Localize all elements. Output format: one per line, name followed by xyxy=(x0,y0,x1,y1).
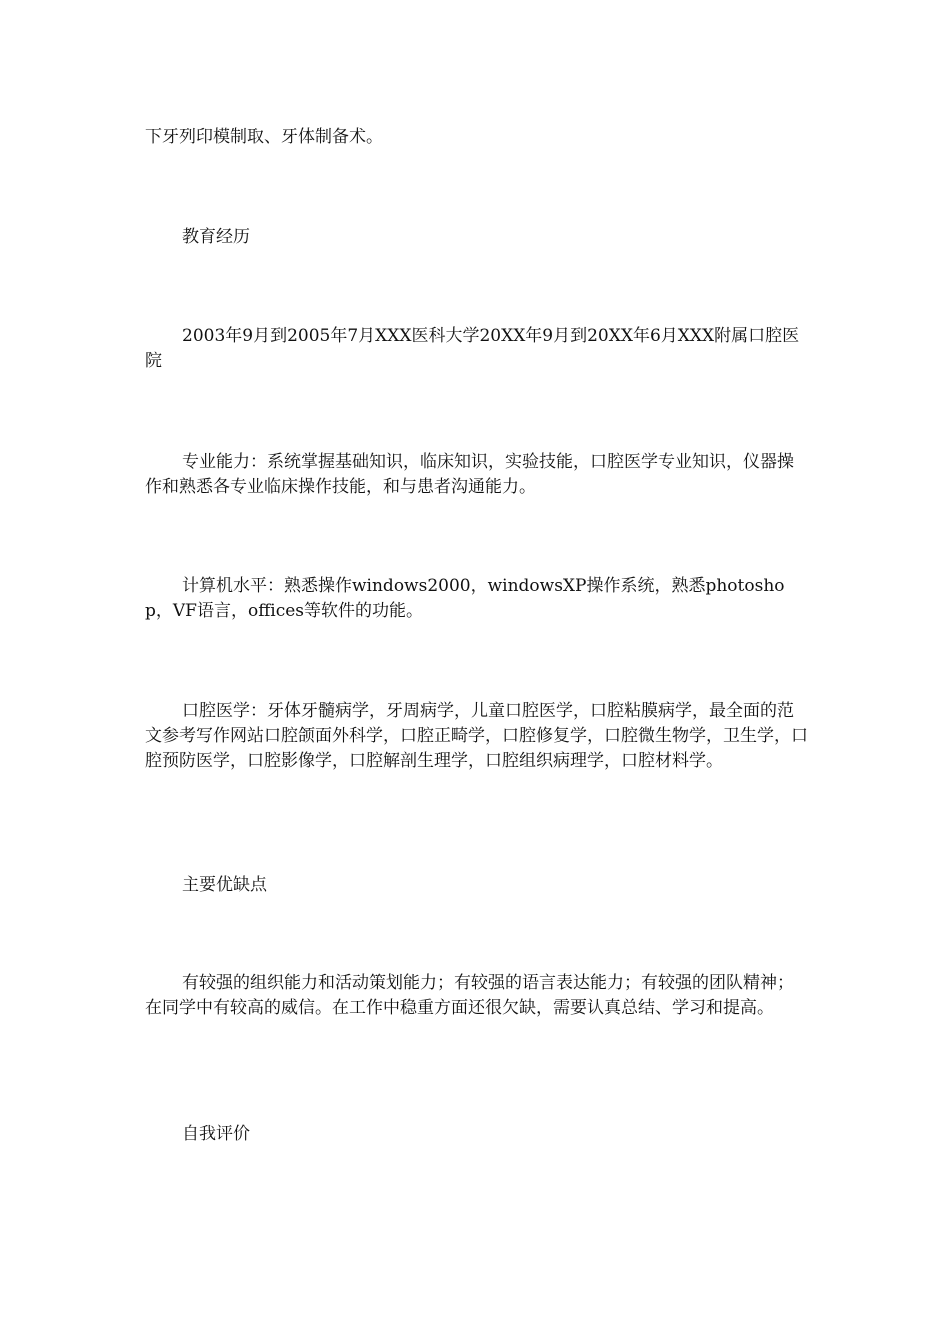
paragraph-computer-skills: 计算机水平：熟悉操作windows2000，windowsXP操作系统，熟悉photoshop，VF语言，offices等软件的功能。 xyxy=(145,576,785,621)
paragraph-professional-ability: 专业能力：系统掌握基础知识，临床知识，实验技能，口腔医学专业知识，仪器操作和熟悉各专业临床操作技能，和与患者沟通能力。 xyxy=(145,452,794,497)
heading-education: 教育经历 xyxy=(182,227,250,247)
paragraph-continuation: 下牙列印模制取、牙体制备术。 xyxy=(145,127,383,147)
heading-self-evaluation: 自我评价 xyxy=(182,1124,250,1144)
paragraph-strengths-weaknesses: 有较强的组织能力和活动策划能力；有较强的语言表达能力；有较强的团队精神；在同学中有较高的威信。在工作中稳重方面还很欠缺，需要认真总结、学习和提高。 xyxy=(145,973,794,1018)
paragraph-education: 2003年9月到2005年7月XXX医科大学20XX年9月到20XX年6月XXX附属口腔医院 xyxy=(145,326,800,371)
heading-strengths-weaknesses: 主要优缺点 xyxy=(182,875,267,895)
paragraph-dental-medicine: 口腔医学：牙体牙髓病学，牙周病学，儿童口腔医学，口腔粘膜病学，最全面的范文参考写作网站口腔颌面外科学，口腔正畸学，口腔修复学，口腔微生物学，卫生学，口腔预防医学，口腔影像学，口腔解剖生理学，口腔组织病理学，口腔材料学。 xyxy=(145,701,808,771)
